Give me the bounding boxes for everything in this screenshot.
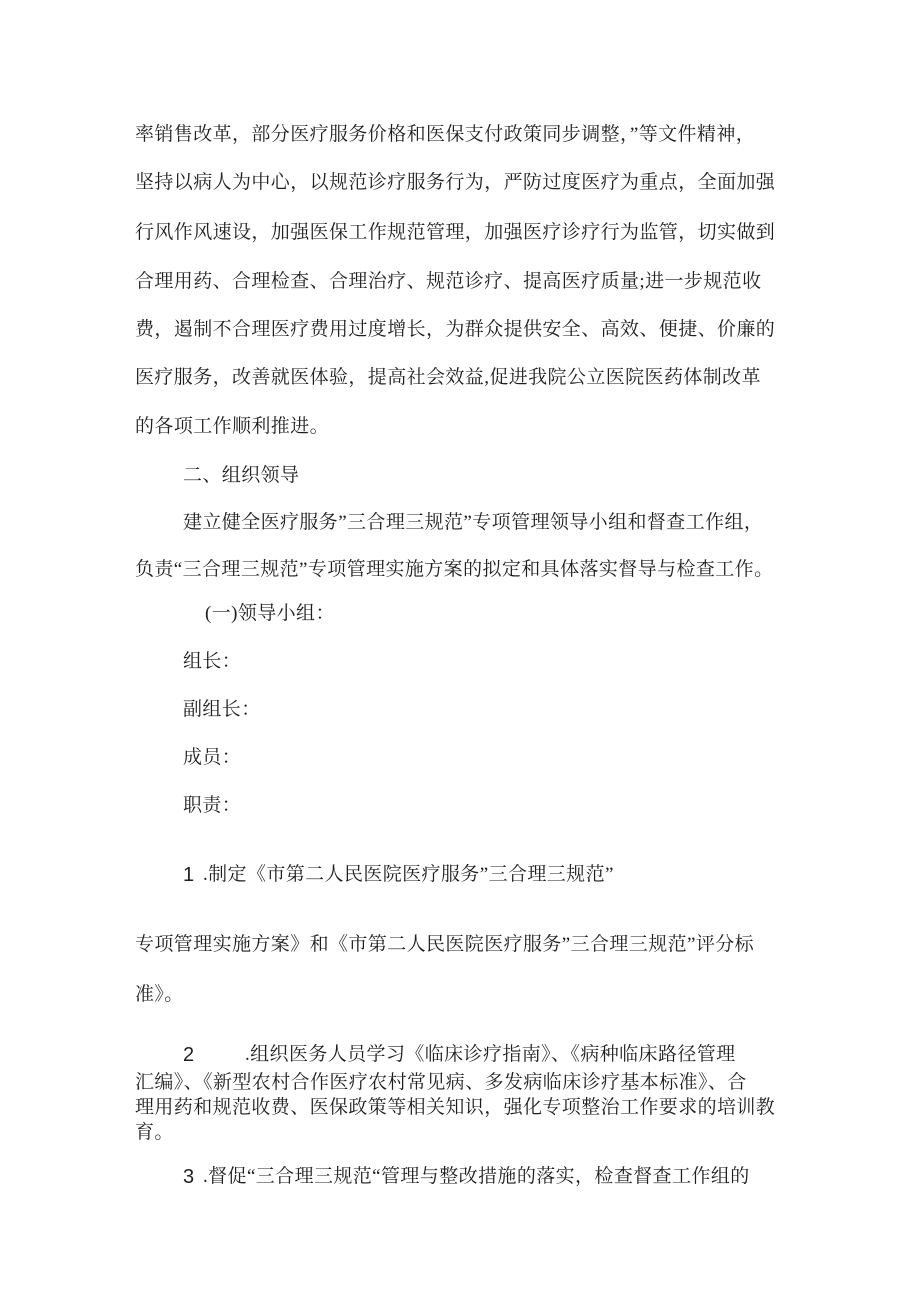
body-line: 医疗服务，改善就医体验，提高社会效益,促进我院公立医院医药体制改革 (135, 367, 761, 388)
body-line: 的各项工作顺利推进。 (135, 416, 330, 437)
duty-number: 1 (183, 864, 195, 886)
section-paragraph-line: 负责“三合理三规范”专项管理实施方案的拟定和具体落实督导与检查工作。 (135, 559, 774, 580)
section-paragraph-line: 建立健全医疗服务”三合理三规范”专项管理领导小组和督查工作组， (183, 512, 764, 533)
duty-number: 3 (183, 1166, 195, 1188)
body-line: 费，遏制不合理医疗费用过度增长，为群众提供安全、高效、便捷、价廉的 (135, 319, 776, 340)
section-heading: 二、组织领导 (183, 465, 300, 486)
body-line: 坚持以病人为中心，以规范诊疗服务行为，严防过度医疗为重点，全面加强 (135, 172, 776, 193)
duty-number: 2 (183, 1044, 195, 1066)
duty-line: 准》。 (135, 984, 184, 1005)
duty-line: .制定《市第二人民医院医疗服务”三合理三规范” (203, 864, 614, 885)
duty-line: 专项管理实施方案》和《市第二人民医院医疗服务”三合理三规范”评分标 (135, 934, 755, 955)
duty-line: 育。 (135, 1122, 174, 1143)
body-line: 合理用药、合理检查、合理治疗、规范诊疗、提高医疗质量;进一步规范收 (135, 271, 762, 292)
body-line: 率销售改革，部分医疗服务价格和医保支付政策同步调整，”等文件精神， (135, 124, 756, 145)
role-leader-label: 组长： (183, 651, 242, 672)
duty-line: .组织医务人员学习《临床诊疗指南》、《病种临床路径管理 (245, 1044, 736, 1065)
duty-line: 汇编》、《新型农村合作医疗农村常见病、多发病临床诊疗基本标准》、合 (135, 1072, 747, 1093)
duty-line: .督促“三合理三规范“管理与整改措施的落实，检查督查工作组的 (203, 1166, 750, 1187)
duty-line: 理用药和规范收费、医保政策等相关知识，强化专项整治工作要求的培训教 (135, 1097, 776, 1118)
subsection-heading: (一)领导小组： (205, 603, 335, 624)
role-deputy-leader-label: 副组长： (183, 699, 261, 720)
body-line: 行风作风速设，加强医保工作规范管理，加强医疗诊疗行为监管，切实做到 (135, 222, 776, 243)
role-members-label: 成员： (183, 747, 242, 768)
role-duties-label: 职责： (183, 795, 242, 816)
